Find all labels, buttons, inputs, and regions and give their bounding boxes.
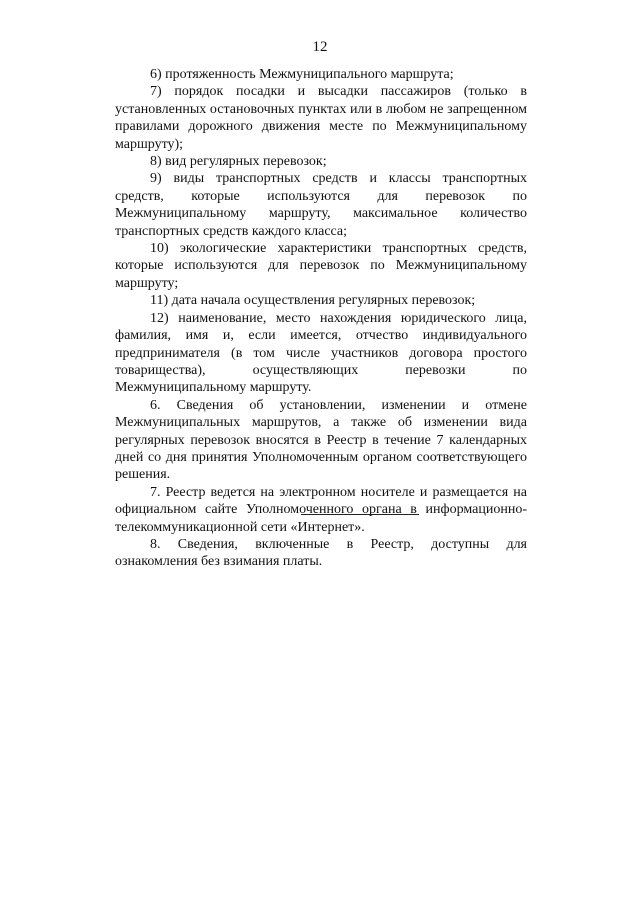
list-item-9-vehicle-classes: 9) виды транспортных средств и классы транспортных средств, которые используются для перевозок по Межмуниципальному маршруту, максимальное количество транспортных средств каждого класса; xyxy=(115,171,527,239)
list-item-7-boarding-order: 7) порядок посадки и высадки пассажиров (только в установленных остановочных пунктах или в любом не запрещенном правилами дорожного движения месте по Межмуниципальному маршруту); xyxy=(115,84,527,152)
list-item-10-ecological-specs: 10) экологические характеристики транспортных средств, которые используются для перевозок по Межмуниципальному маршруту; xyxy=(115,241,527,291)
document-body xyxy=(115,66,527,571)
list-item-12-carrier-info: 12) наименование, место нахождения юридического лица, фамилия, имя и, если имеется, отчество индивидуального предпринимателя (в том числе участников договора простого товарищества), осуществляющих перевозки по Межмуниципальному маршруту. xyxy=(115,310,527,396)
section-7-registry-publication: 7. Реестр ведется на электронном носителе и размещается на официальном сайте Уполномоченного органа в информационно-телекоммуникационной сети «Интернет». xyxy=(115,484,527,535)
list-item-6-route-length: 6) протяженность Межмуниципального маршрута; xyxy=(150,67,454,82)
end-separator-line xyxy=(301,514,419,515)
page-number: 12 xyxy=(312,39,328,55)
section-6-route-changes: 6. Сведения об установлении, изменении и отмене Межмуниципальных маршрутов, а также об изменении вида регулярных перевозок вносятся в Реестр в течение 7 календарных дней со дня принятия Уполномоченным органом соответствующего решения. xyxy=(115,397,527,483)
section-8-free-access: 8. Сведения, включенные в Реестр, доступны для ознакомления без взимания платы. xyxy=(115,536,527,570)
list-item-8-transport-type: 8) вид регулярных перевозок; xyxy=(150,154,327,170)
list-item-11-start-date: 11) дата начала осуществления регулярных перевозок; xyxy=(150,293,476,309)
